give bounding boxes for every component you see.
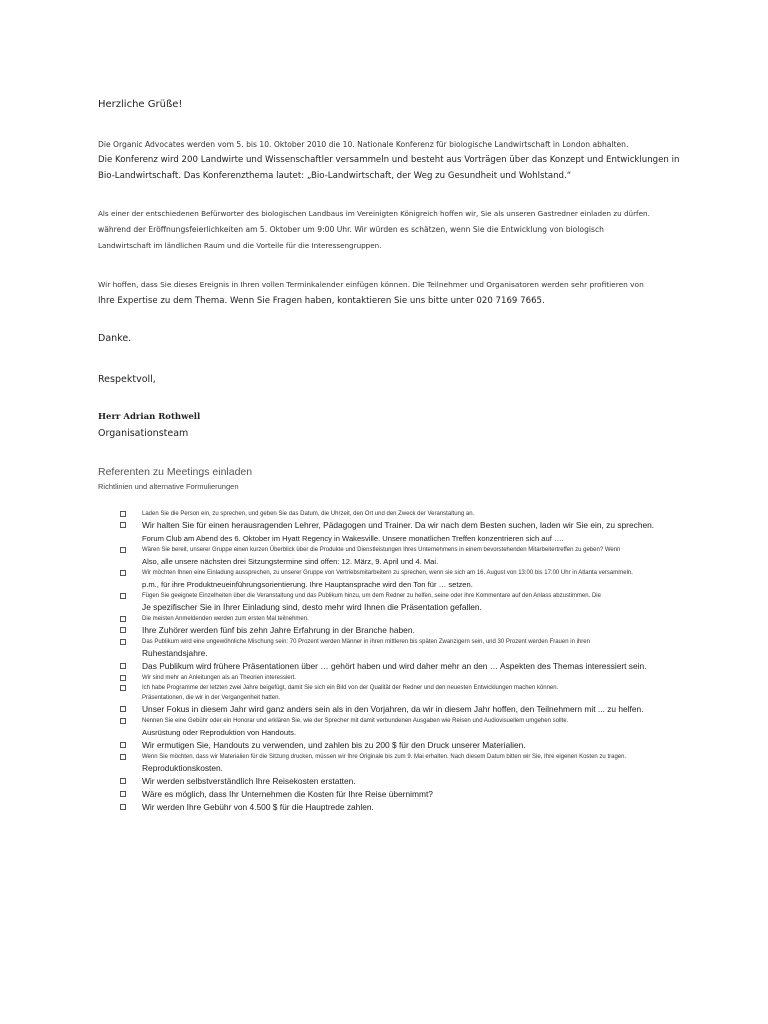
checkbox-icon[interactable]: [120, 570, 126, 576]
closing-text: Respektvoll,: [98, 374, 156, 385]
checkbox-icon[interactable]: [120, 706, 126, 712]
paragraph-line: Wir hoffen, dass Sie dieses Ereignis in Ihren vollen Terminkalender einfügen können. Die Teilnehmer und Organisatoren werden sehr profitieren von: [98, 280, 644, 289]
checkbox-icon[interactable]: [120, 547, 126, 553]
checklist-item-text: Wir halten Sie für einen herausragenden Lehrer, Pädagogen und Trainer. Da wir nach dem Besten suchen, laden wir Sie ein, zu sprechen.: [142, 520, 655, 530]
checklist-item-text: Ihre Zuhörer werden fünf bis zehn Jahre Erfahrung in der Branche haben.: [142, 625, 415, 635]
checkbox-icon[interactable]: [120, 627, 126, 633]
checklist-item-continuation: Präsentationen, die wir in der Vergangenheit hatten.: [142, 695, 281, 701]
checklist-item: [120, 739, 700, 752]
paragraph-line: Bio-Landwirtschaft. Das Konferenzthema lautet: „Bio-Landwirtschaft, der Weg zu Gesundheit und Wohlstand.“: [98, 171, 572, 181]
checkbox-icon[interactable]: [120, 522, 126, 528]
checklist-item-text: Wir möchten Ihnen eine Einladung aussprechen, zu unserer Gruppe von Vertriebsmitarbeitern zu sprechen, wenn sie sich am 16. August von 13:00 bis 17:00 Uhr in Atlanta versammeln.: [142, 570, 633, 576]
checkbox-icon[interactable]: [120, 754, 126, 760]
checkbox-icon[interactable]: [120, 639, 126, 645]
checklist-item: [120, 673, 700, 683]
checklist-item: [120, 614, 700, 624]
checklist-item: [120, 624, 700, 637]
checklist-item-continuation: Ausrüstung oder Reproduktion von Handouts.: [142, 728, 297, 737]
checklist-item-text: Fügen Sie geeignete Einzelheiten über die Veranstaltung und das Publikum hinzu, um dem Redner zu helfen, seine oder ihre Kommentare auf den Anlass abzustimmen. Die: [142, 593, 601, 599]
checklist-item-continuation: Forum Club am Abend des 6. Oktober im Hyatt Regency in Wakesville. Unsere monatlichen Treffen konzentrieren sich auf ….: [142, 534, 564, 543]
checkbox-icon[interactable]: [120, 616, 126, 622]
checklist-item-text: Nennen Sie eine Gebühr oder ein Honorar und erklären Sie, wie der Sprecher mit damit verbundenen Ausgaben wie Reisen und Audiovisuellem umgehen sollte.: [142, 718, 569, 724]
checklist-item-continuation: Also, alle unsere nächsten drei Sitzungstermine sind offen: 12. März, 9. April und 4. Mai.: [142, 557, 439, 566]
checklist-item: [120, 788, 700, 801]
guide-title: Referenten zu Meetings einladen: [98, 466, 253, 478]
checklist-item: [120, 716, 700, 739]
thanks-text: Danke.: [98, 333, 132, 344]
checkbox-icon[interactable]: [120, 791, 126, 797]
checklist-item-continuation: p.m., für ihre Produktneueinführungsorientierung. Ihre Hauptansprache wird den Ton für … setzen.: [142, 580, 473, 589]
paragraph-line: Als einer der entschiedenen Befürworter des biologischen Landbaus im Vereinigten Königreich hoffen wir, Sie als unseren Gastredner einladen zu dürfen.: [98, 209, 650, 218]
checklist-item: [120, 775, 700, 788]
paragraph-line: während der Eröffnungsfeierlichkeiten am 5. Oktober um 9:00 Uhr. Wir würden es schätzen, wenn Sie die Entwicklung von biologisch: [98, 225, 604, 234]
paragraph-hope: [98, 277, 688, 309]
checklist-item-text: Das Publikum wird frühere Präsentationen über … gehört haben und wird daher mehr an den … Aspekten des Themas interessiert sein.: [142, 661, 647, 671]
checklist-item-text: Laden Sie die Person ein, zu sprechen, und geben Sie das Datum, die Uhrzeit, den Ort und den Zweck der Veranstaltung an.: [142, 511, 475, 517]
checklist-item-text: Wir ermutigen Sie, Handouts zu verwenden, und zahlen bis zu 200 $ für den Druck unserer Materialien.: [142, 740, 526, 750]
checklist-item: [120, 801, 700, 814]
checklist-item-text: Wir werden Ihre Gebühr von 4.500 $ für die Hauptrede zahlen.: [142, 802, 374, 812]
checkbox-icon[interactable]: [120, 663, 126, 669]
checklist-item: [120, 568, 700, 591]
paragraph-conference: [98, 137, 688, 184]
checkbox-icon[interactable]: [120, 804, 126, 810]
checklist-item: [120, 519, 700, 545]
checklist-item: [120, 660, 700, 673]
signature-name: Herr Adrian Rothwell: [98, 412, 201, 422]
checklist-item-text: Die meisten Anmeldenden werden zum ersten Mal teilnehmen.: [142, 616, 309, 622]
checklist-item: [120, 591, 700, 614]
checkbox-icon[interactable]: [120, 685, 126, 691]
checklist-item-text: Wenn Sie möchten, dass wir Materialien für die Sitzung drucken, müssen wir Ihre Originale bis zum 9. Mai erhalten. Nach diesem Datum bitten wir Sie, Ihre eigenen Kosten zu tragen.: [142, 754, 627, 760]
checklist-item-text: Wir werden selbstverständlich Ihre Reisekosten erstatten.: [142, 776, 356, 786]
checklist-item: [120, 545, 700, 568]
checklist-item-text: Wären Sie bereit, unserer Gruppe einen kurzen Überblick über die Produkte und Dienstleistungen Ihres Unternehmens in einem bevorstehenden Mitarbeitertreffen zu geben? Wenn: [142, 547, 621, 553]
checklist-item-text: Unser Fokus in diesem Jahr wird ganz anders sein als in den Vorjahren, da wir in diesem Jahr hoffen, den Teilnehmern mit ... zu helfen.: [142, 704, 644, 714]
guide-subtitle: Richtlinien und alternative Formulierungen: [98, 482, 239, 491]
paragraph-invitation: [98, 206, 688, 254]
paragraph-line: Die Organic Advocates werden vom 5. bis 10. Oktober 2010 die 10. Nationale Konferenz für biologische Landwirtschaft in London abhalten.: [98, 140, 629, 149]
checklist-item-continuation: Reproduktionskosten.: [142, 763, 224, 773]
checkbox-icon[interactable]: [120, 675, 126, 681]
paragraph-line: Ihre Expertise zu dem Thema. Wenn Sie Fragen haben, kontaktieren Sie uns bitte unter 020 7169 7665.: [98, 296, 545, 306]
signature-team: Organisationsteam: [98, 428, 189, 439]
paragraph-line: Landwirtschaft im ländlichen Raum und die Vorteile für die Interessengruppen.: [98, 241, 382, 250]
checklist-item-text: Wir sind mehr an Anleitungen als an Theorien interessiert.: [142, 675, 296, 681]
checkbox-icon[interactable]: [120, 718, 126, 724]
greeting: Herzliche Grüße!: [98, 99, 183, 110]
checkbox-icon[interactable]: [120, 742, 126, 748]
checkbox-icon[interactable]: [120, 511, 126, 517]
checklist-item: [120, 752, 700, 775]
guide-checklist: [120, 509, 700, 814]
checklist-item-continuation: Ruhestandsjahre.: [142, 648, 208, 658]
paragraph-line: Die Konferenz wird 200 Landwirte und Wissenschaftler versammeln und besteht aus Vorträgen über das Konzept und Entwicklungen in: [98, 155, 680, 165]
checkbox-icon[interactable]: [120, 778, 126, 784]
checklist-item: [120, 683, 700, 703]
checklist-item: [120, 509, 700, 519]
checklist-item: [120, 637, 700, 660]
checklist-item-text: Das Publikum wird eine ungewöhnliche Mischung sein: 70 Prozent werden Männer in ihren mittleren bis späten Zwanzigern sein, und 30 Prozent werden Frauen in ihren: [142, 639, 590, 645]
checklist-item-text: Ich habe Programme der letzten zwei Jahre beigefügt, damit Sie sich ein Bild von der Qualität der Redner und den neuesten Entwicklungen machen können.: [142, 685, 559, 691]
checklist-item: [120, 703, 700, 716]
checklist-item-text: Wäre es möglich, dass Ihr Unternehmen die Kosten für Ihre Reise übernimmt?: [142, 789, 433, 799]
checkbox-icon[interactable]: [120, 593, 126, 599]
checklist-item-continuation: Je spezifischer Sie in Ihrer Einladung sind, desto mehr wird Ihnen die Präsentation gefallen.: [142, 602, 482, 612]
